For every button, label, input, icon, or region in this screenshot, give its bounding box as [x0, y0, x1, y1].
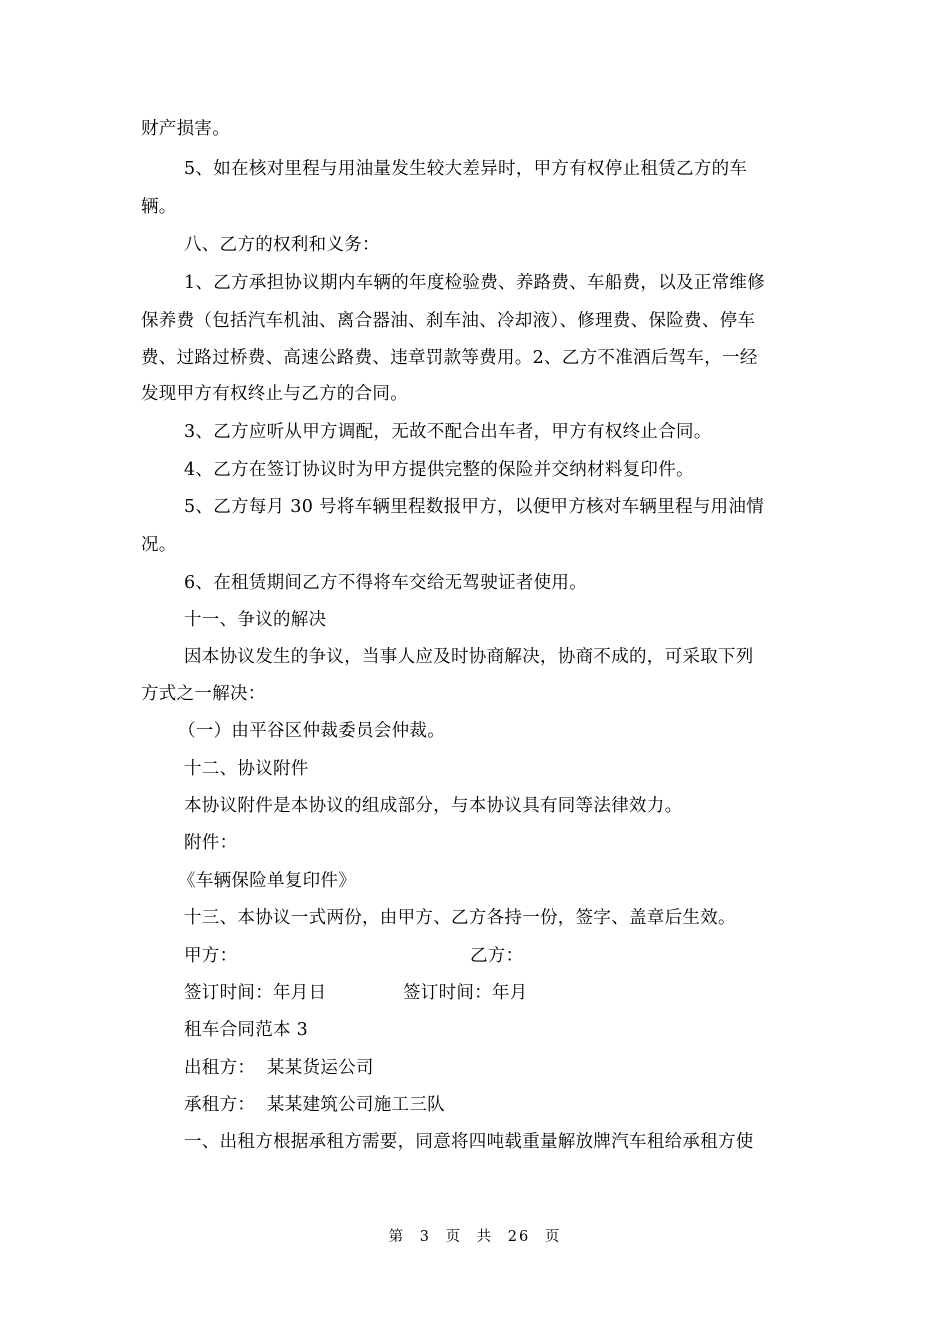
text-line: 方式之一解决： [141, 684, 266, 704]
party-b-sign-date: 签订时间：年月 [403, 983, 528, 1003]
section-heading: 十一、争议的解决 [184, 610, 327, 630]
text-line: 保养费（包括汽车机油、离合器油、刹车油、冷却液）、修理费、保险费、停车 [141, 311, 756, 331]
text-line: 3、乙方应听从甲方调配，无故不配合出车者，甲方有权终止合同。 [184, 422, 712, 442]
text-line: 发现甲方有权终止与乙方的合同。 [141, 384, 408, 404]
text-line: 附件： [184, 833, 238, 853]
text-line: （一）由平谷区仲裁委员会仲裁。 [178, 721, 445, 741]
lessor-line: 出租方： 某某货运公司 [184, 1058, 374, 1078]
text-line: 因本协议发生的争议，当事人应及时协商解决，协商不成的，可采取下列 [184, 647, 754, 667]
text-line: 十三、本协议一式两份，由甲方、乙方各持一份，签字、盖章后生效。 [184, 908, 736, 928]
party-a-label: 甲方： [184, 946, 238, 966]
text-line: 1、乙方承担协议期内车辆的年度检验费、养路费、车船费，以及正常维修 [184, 273, 766, 293]
text-line: 一、出租方根据承租方需要，同意将四吨载重量解放牌汽车租给承租方使 [184, 1132, 754, 1152]
text-line: 5、如在核对里程与用油量发生较大差异时，甲方有权停止租赁乙方的车 [184, 159, 748, 179]
text-line: 5、乙方每月 30 号将车辆里程数报甲方，以便甲方核对车辆里程与用油情 [184, 497, 765, 517]
text-line: 辆。 [141, 197, 177, 217]
lessee-line: 承租方： 某某建筑公司施工三队 [184, 1095, 445, 1115]
text-line: 4、乙方在签订协议时为甲方提供完整的保险并交纳材料复印件。 [184, 460, 694, 480]
text-line: 况。 [141, 535, 177, 555]
text-line: 《车辆保险单复印件》 [178, 871, 356, 891]
text-line: 财产损害。 [141, 119, 230, 139]
party-b-label: 乙方： [470, 946, 524, 966]
contract-title: 租车合同范本 3 [184, 1020, 309, 1040]
section-heading: 八、乙方的权利和义务： [184, 235, 380, 255]
page-number-footer: 第 3 页 共 26 页 [388, 1229, 562, 1245]
text-line: 本协议附件是本协议的组成部分，与本协议具有同等法律效力。 [184, 796, 683, 816]
section-heading: 十二、协议附件 [184, 759, 309, 779]
text-line: 费、过路过桥费、高速公路费、违章罚款等费用。2、乙方不准酒后驾车，一经 [141, 348, 758, 368]
text-line: 6、在租赁期间乙方不得将车交给无驾驶证者使用。 [184, 573, 588, 593]
party-a-sign-date: 签订时间：年月日 [184, 983, 327, 1003]
